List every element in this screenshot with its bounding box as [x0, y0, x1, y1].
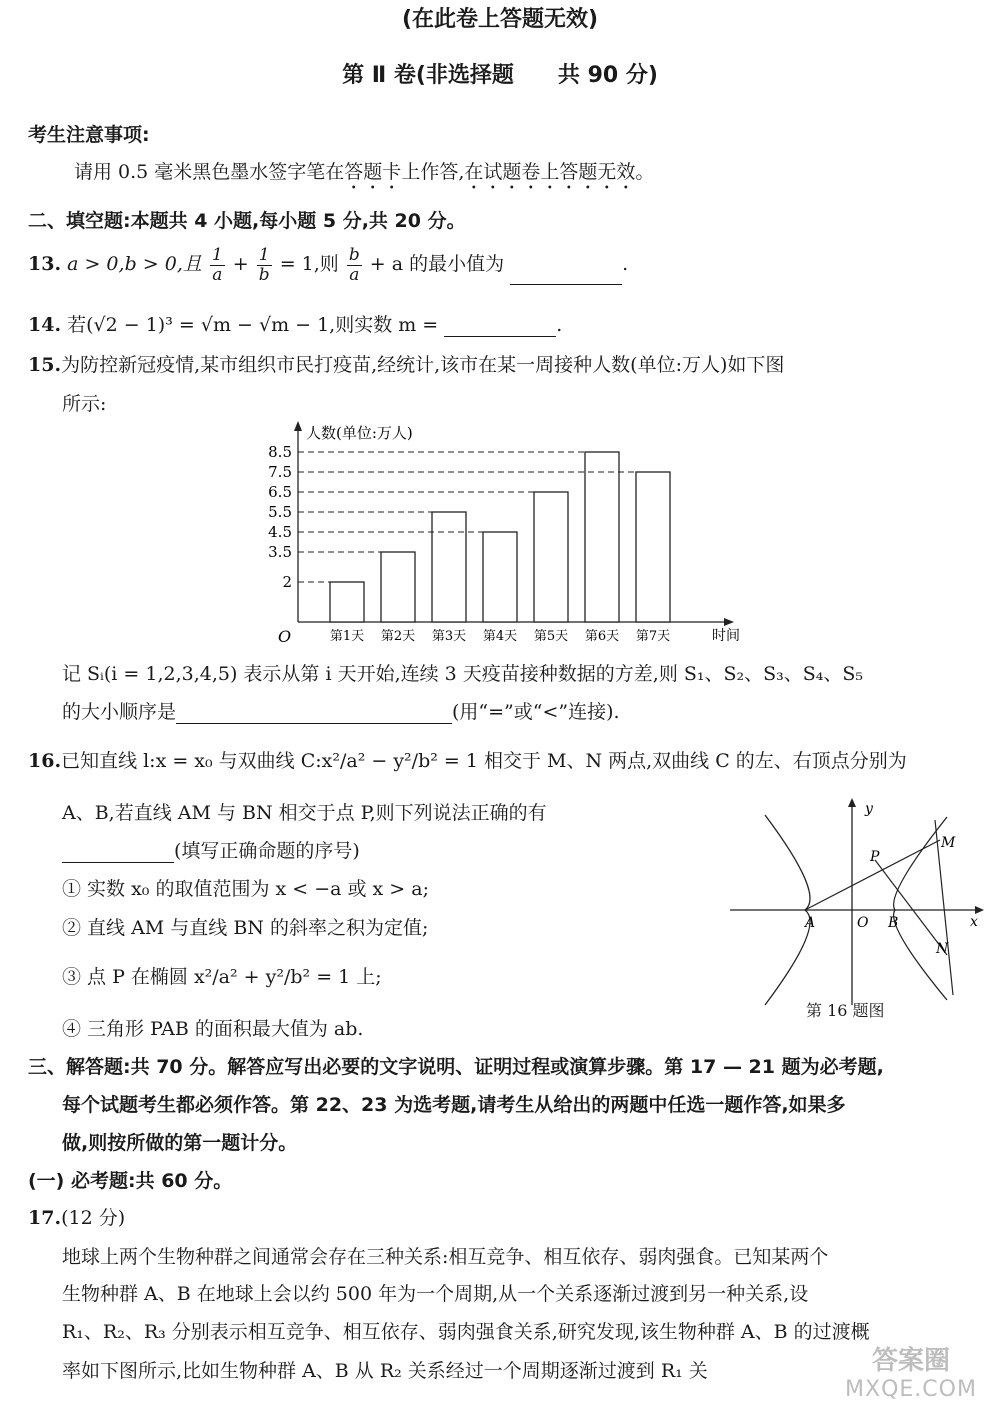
chart-origin-label: O [278, 627, 292, 646]
question-15-line2: 所示: [62, 393, 107, 415]
question-17-line3: R₁、R₂、R₃ 分别表示相互竞争、相互依存、弱肉强食关系,研究发现,该生物种群 A、B 的过渡概 [62, 1321, 870, 1343]
y-axis-arrow [294, 421, 302, 431]
y-tick-label: 2 [282, 573, 292, 591]
x-axis-arrow [724, 618, 734, 626]
question-17-header: 17.(12 分) [28, 1207, 126, 1229]
invalid-note: (在此卷上答题无效) [401, 7, 599, 32]
y-tick-label: 5.5 [268, 503, 292, 521]
question-15-line1: 15.为防控新冠疫情,某市组织市民打疫苗,经统计,该市在某一周接种人数(单位:万人)如下图 [28, 354, 785, 376]
question-16-line3: (填写正确命题的序号) [62, 836, 360, 863]
x-tick-label: 第1天 [329, 629, 365, 644]
answer-blank-14[interactable] [444, 314, 556, 337]
bar-5 [534, 492, 568, 622]
x-tick-label: 第3天 [431, 629, 467, 644]
y-tick-label: 3.5 [268, 543, 292, 561]
notice-text: 请用 0.5 毫米黑色墨水签字笔在答题卡上作答,在试题卷上答题无效。 [74, 161, 655, 183]
bar-3 [432, 512, 466, 622]
x-tick-label: 第5天 [533, 629, 569, 644]
question-16-option-4: ④ 三角形 PAB 的面积最大值为 ab. [62, 1018, 364, 1040]
question-16-line1: 16.已知直线 l:x = x₀ 与双曲线 C:x²/a² − y²/b² = 1 相交于 M、N 两点,双曲线 C 的左、右顶点分别为 [28, 750, 907, 772]
section3-line3: 做,则按所做的第一题计分。 [62, 1132, 298, 1154]
y-tick-label: 7.5 [268, 463, 292, 481]
point-m-label: M [941, 835, 956, 851]
vaccination-bar-chart [250, 420, 750, 652]
y-axis-title: 人数(单位:万人) [306, 424, 413, 442]
question-16-option-2: ② 直线 AM 与直线 BN 的斜率之积为定值; [62, 917, 429, 939]
point-a-label: A [805, 915, 816, 931]
question-15-line3: 记 Sᵢ(i = 1,2,3,4,5) 表示从第 i 天开始,连续 3 天疫苗接种数据的方差,则 S₁、S₂、S₃、S₄、S₅ [62, 663, 864, 685]
bar-2 [381, 552, 415, 622]
volume-title: 第 Ⅱ 卷(非选择题 共 90 分) [342, 63, 658, 88]
section3-required-heading: (一) 必考题:共 60 分。 [28, 1170, 233, 1192]
answer-blank-16[interactable] [62, 840, 174, 863]
section2-heading: 二、填空题:本题共 4 小题,每小题 5 分,共 20 分。 [28, 210, 466, 232]
section3-line1: 三、解答题:共 70 分。解答应写出必要的文字说明、证明过程或演算步骤。第 17 — 21 题为必考题, [28, 1056, 884, 1078]
question-14: 14. 若(√2 − 1)³ = √m − √m − 1,则实数 m = . [28, 314, 563, 336]
point-b-label: B [888, 915, 899, 931]
x-tick-label: 第2天 [380, 629, 416, 644]
question-16-line2: A、B,若直线 AM 与 BN 相交于点 P,则下列说法正确的有 [62, 802, 547, 824]
question-15-line4: 的大小顺序是 (用“=”或“<”连接). [62, 701, 620, 723]
x-tick-label: 第4天 [482, 629, 518, 644]
hyperbola-figure [725, 795, 990, 1025]
notice-title: 考生注意事项: [28, 124, 150, 146]
origin-label: O [857, 915, 869, 931]
figure-16-caption: 第 16 题图 [806, 1001, 885, 1020]
y-axis-label: y [865, 801, 873, 817]
question-17-line4: 率如下图所示,比如生物种群 A、B 从 R₂ 关系经过一个周期逐渐过渡到 R₁ 关 [62, 1360, 708, 1382]
question-16-option-1: ① 实数 x₀ 的取值范围为 x < −a 或 x > a; [62, 878, 429, 900]
watermark-logo: 答案圈 MXQE.COM [845, 1346, 977, 1402]
bar-1 [330, 582, 364, 622]
y-tick-label: 6.5 [268, 483, 292, 501]
x-axis-title: 时间 [712, 628, 740, 644]
y-tick-label: 4.5 [268, 523, 292, 541]
x-tick-label: 第6天 [584, 629, 620, 644]
y-tick-label: 8.5 [268, 443, 292, 461]
question-13: 13. a > 0,b > 0,且 $\frac{1}{a}$ + $\frac{1}{b}$ = 1,则 $\frac{b}{a}$ + a 的最小值为 . [28, 244, 629, 285]
bar-4 [483, 532, 517, 622]
answer-blank-15[interactable] [176, 701, 452, 724]
question-16-option-3: ③ 点 P 在椭圆 x²/a² + y²/b² = 1 上; [62, 966, 382, 988]
answer-blank-13[interactable] [510, 262, 622, 285]
bar-6 [585, 452, 619, 622]
bar-7 [636, 472, 670, 622]
point-p-label: P [870, 849, 880, 865]
section3-line2: 每个试题考生都必须作答。第 22、23 为选考题,请考生从给出的两题中任选一题作答,如果多 [62, 1094, 846, 1116]
x-tick-label: 第7天 [635, 629, 671, 644]
question-17-line2: 生物种群 A、B 在地球上会以约 500 年为一个周期,从一个关系逐渐过渡到另一种关系,设 [62, 1283, 809, 1305]
point-n-label: N [936, 941, 949, 957]
x-axis-label: x [970, 914, 978, 930]
question-17-line1: 地球上两个生物种群之间通常会存在三种关系:相互竞争、相互依存、弱肉强食。已知某两个 [62, 1246, 829, 1268]
